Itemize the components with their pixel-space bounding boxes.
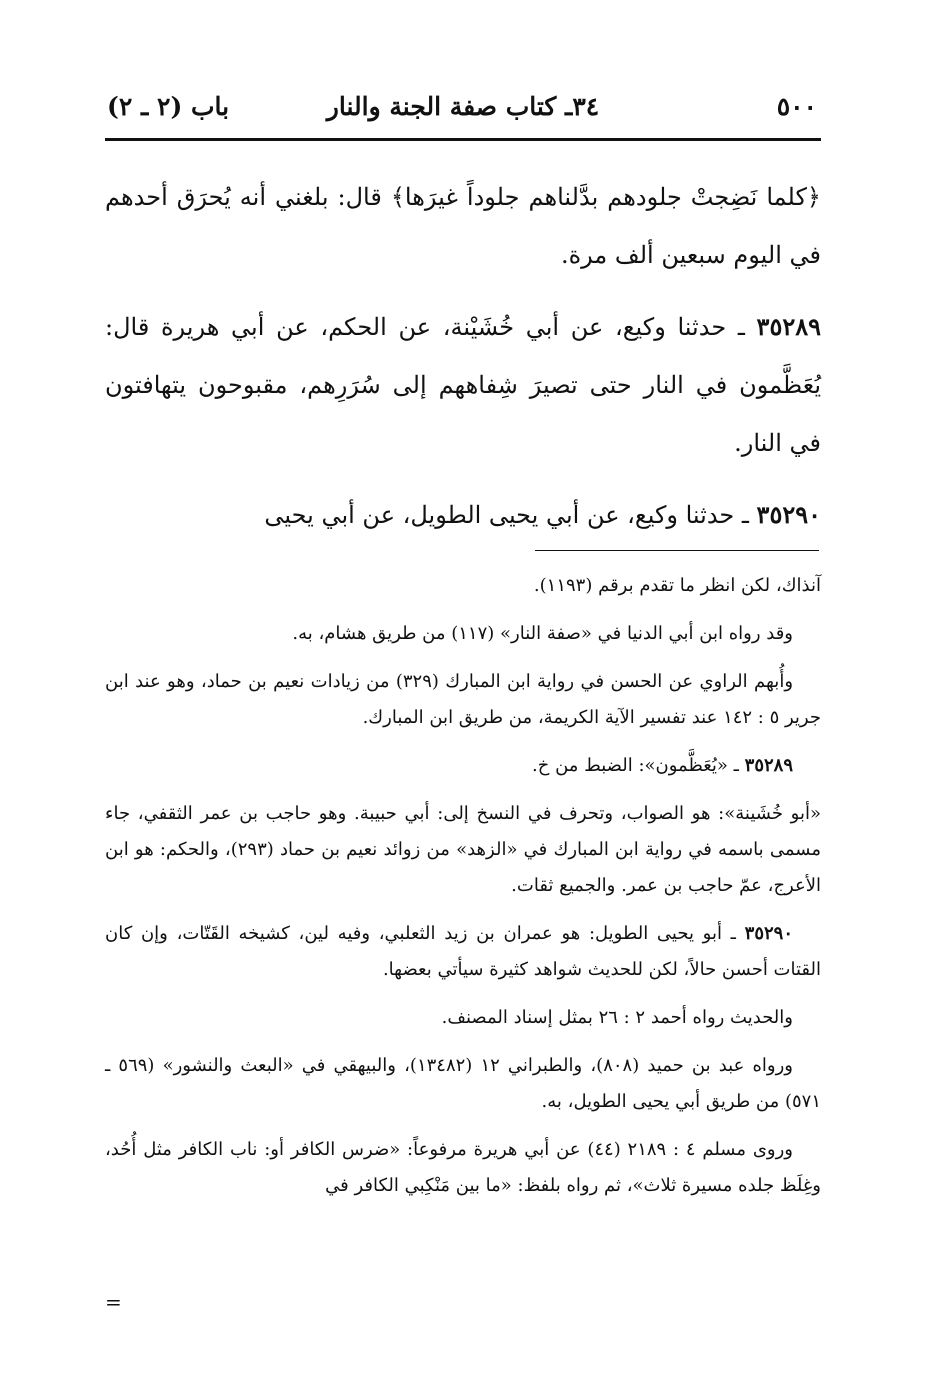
main-text — [105, 168, 821, 558]
footnote: وقد رواه ابن أبي الدنيا في «صفة النار» (١١٧) من طريق هشام، به. — [292, 623, 793, 644]
header-rule — [105, 138, 821, 141]
footnote: وروى مسلم ٤ : ٢١٨٩ (٤٤) عن أبي هريرة مرفوعاً: «ضرس الكافر أو: ناب الكافر مثل أُحُد، وغِلَظ جلده مسيرة ثلاث»، ثم رواه بلفظ: «ما بين مَنْكِبي الكافر في — [105, 1139, 821, 1196]
footnote-rule — [535, 550, 819, 551]
footnote — [105, 748, 821, 784]
continuation-mark: = — [105, 1290, 122, 1314]
chapter-label: باب (٢ ـ ٢) — [107, 92, 230, 121]
page-number: ٥٠٠ — [776, 92, 817, 121]
footnote — [105, 916, 821, 988]
hadith-number: ٣٥٢٩٠ — [756, 500, 821, 529]
footnote: وأُبهم الراوي عن الحسن في رواية ابن المبارك (٣٢٩) من زيادات نعيم بن حماد، وهو عند ابن جرير ٥ : ١٤٢ عند تفسير الآية الكريمة، من طريق ابن المبارك. — [105, 671, 821, 728]
footnote: «أبو خُشَينة»: هو الصواب، وتحرف في النسخ إلى: أبي حبيبة. وهو حاجب بن عمر الثقفي، جاء مسمى باسمه في رواية ابن المبارك في «الزهد» من زوائد نعيم بن حماد (٢٩٣)، والحكم: هو ابن الأعرج، عمّ حاجب بن عمر. والجميع ثقات. — [105, 803, 821, 896]
hadith-number: ٣٥٢٨٩ — [756, 312, 821, 341]
main-paragraph — [105, 168, 821, 284]
page-header — [105, 88, 821, 132]
footnote: والحديث رواه أحمد ٢ : ٢٦ بمثل إسناد المصنف. — [441, 1007, 793, 1028]
hadith-text: ـ حدثنا وكيع، عن أبي خُشَيْنة، عن الحكم، عن أبي هريرة قال: يُعَظَّمون في النار حتى تصيرَ شِفاههم إلى سُرَرِهم، مقبوحون يتهافتون في النار. — [105, 313, 821, 457]
footnotes — [105, 568, 821, 1216]
running-title: ٣٤ـ كتاب صفة الجنة والنار — [326, 92, 600, 121]
hadith-text: ـ حدثنا وكيع، عن أبي يحيى الطويل، عن أبي يحيى — [264, 501, 757, 529]
hadith-35289 — [105, 298, 821, 472]
footnote-number: ٣٥٢٨٩ — [744, 755, 793, 776]
quran-quote-text: ﴿كلما نَضِجتْ جلودهم بدَّلناهم جلوداً غيرَها﴾ قال: بلغني أنه يُحرَق أحدهم في اليوم سبعين ألف مرة. — [105, 183, 821, 269]
hadith-35290 — [105, 486, 821, 544]
footnote: ورواه عبد بن حميد (٨٠٨)، والطبراني ١٢ (١٣٤٨٢)، والبيهقي في «البعث والنشور» (٥٦٩ ـ ٥٧١) من طريق أبي يحيى الطويل، به. — [105, 1055, 821, 1112]
footnote-text: ـ «يُعَظَّمون»: الضبط من خ. — [532, 755, 745, 776]
footnote-text: ـ أبو يحيى الطويل: هو عمران بن زيد الثعلبي، وفيه لين، كشيخه القَتّات، وإن كان القتات أحسن حالاً، لكن للحديث شواهد كثيرة سيأتي بعضها. — [105, 923, 821, 980]
footnote: آنذاك، لكن انظر ما تقدم برقم (١١٩٣). — [533, 575, 821, 596]
footnote-number: ٣٥٢٩٠ — [744, 923, 793, 944]
